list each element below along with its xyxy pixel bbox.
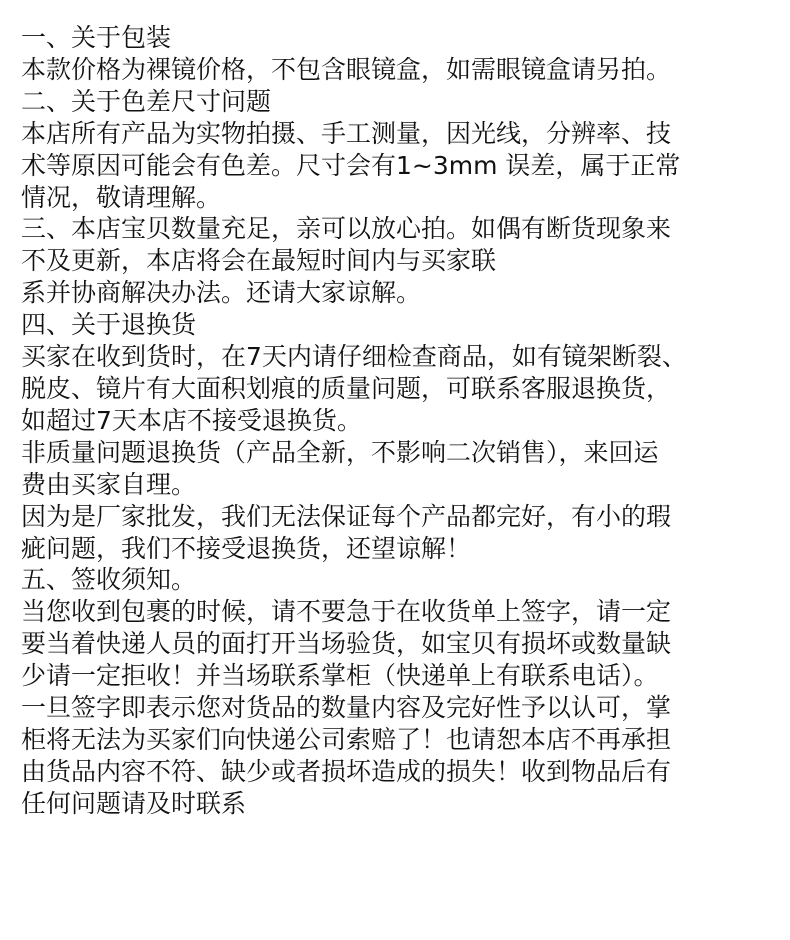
- store-policy-document: [21, 22, 781, 820]
- text-line: 术等原因可能会有色差。尺寸会有1~3mm 误差，属于正常: [21, 150, 681, 180]
- heading-returns: 四、关于退换货: [21, 310, 197, 340]
- text-line: 柜将无法为买家们向快递公司索赔了！也请恕本店不再承担: [21, 724, 672, 754]
- text-line: 不及更新，本店将会在最短时间内与买家联: [21, 246, 497, 276]
- text-line: 由货品内容不符、缺少或者损坏造成的损失！收到物品后有: [21, 756, 672, 786]
- text-line: 费由买家自理。: [21, 469, 197, 499]
- text-line: 本店所有产品为实物拍摄、手工测量，因光线，分辨率、技: [21, 118, 672, 148]
- text-line: 疵问题，我们不接受退换货，还望谅解！: [21, 533, 472, 563]
- heading-stock: 三、本店宝贝数量充足，亲可以放心拍。如偶有断货现象来: [21, 214, 672, 244]
- text-line: 情况，敬请理解。: [21, 182, 222, 212]
- text-line: 非质量问题退换货（产品全新，不影响二次销售），来回运: [21, 437, 659, 467]
- text-line: 因为是厂家批发，我们无法保证每个产品都完好，有小的瑕: [21, 501, 672, 531]
- text-line: 买家在收到货时，在7天内请仔细检查商品，如有镜架断裂、: [21, 342, 687, 372]
- text-line: 少请一定拒收！并当场联系掌柜（快递单上有联系电话）。: [21, 661, 659, 691]
- text-line: 任何问题请及时联系: [21, 788, 247, 818]
- text-line: 如超过7天本店不接受退换货。: [21, 405, 362, 435]
- heading-packaging: 一、关于包装: [21, 23, 172, 52]
- text-line: 本款价格为裸镜价格，不包含眼镜盒，如需眼镜盒请另拍。: [21, 54, 672, 84]
- text-line: 一旦签字即表示您对货品的数量内容及完好性予以认可，掌: [21, 693, 672, 723]
- heading-color-size: 二、关于色差尺寸问题: [21, 86, 272, 116]
- text-line: 脱皮、镜片有大面积划痕的质量问题，可联系客服退换货，: [21, 373, 672, 403]
- text-line: 系并协商解决办法。还请大家谅解。: [21, 278, 422, 308]
- text-line: 当您收到包裹的时候，请不要急于在收货单上签字，请一定: [21, 597, 672, 627]
- text-line: 要当着快递人员的面打开当场验货，如宝贝有损坏或数量缺: [21, 629, 672, 659]
- heading-delivery: 五、签收须知。: [21, 565, 197, 595]
